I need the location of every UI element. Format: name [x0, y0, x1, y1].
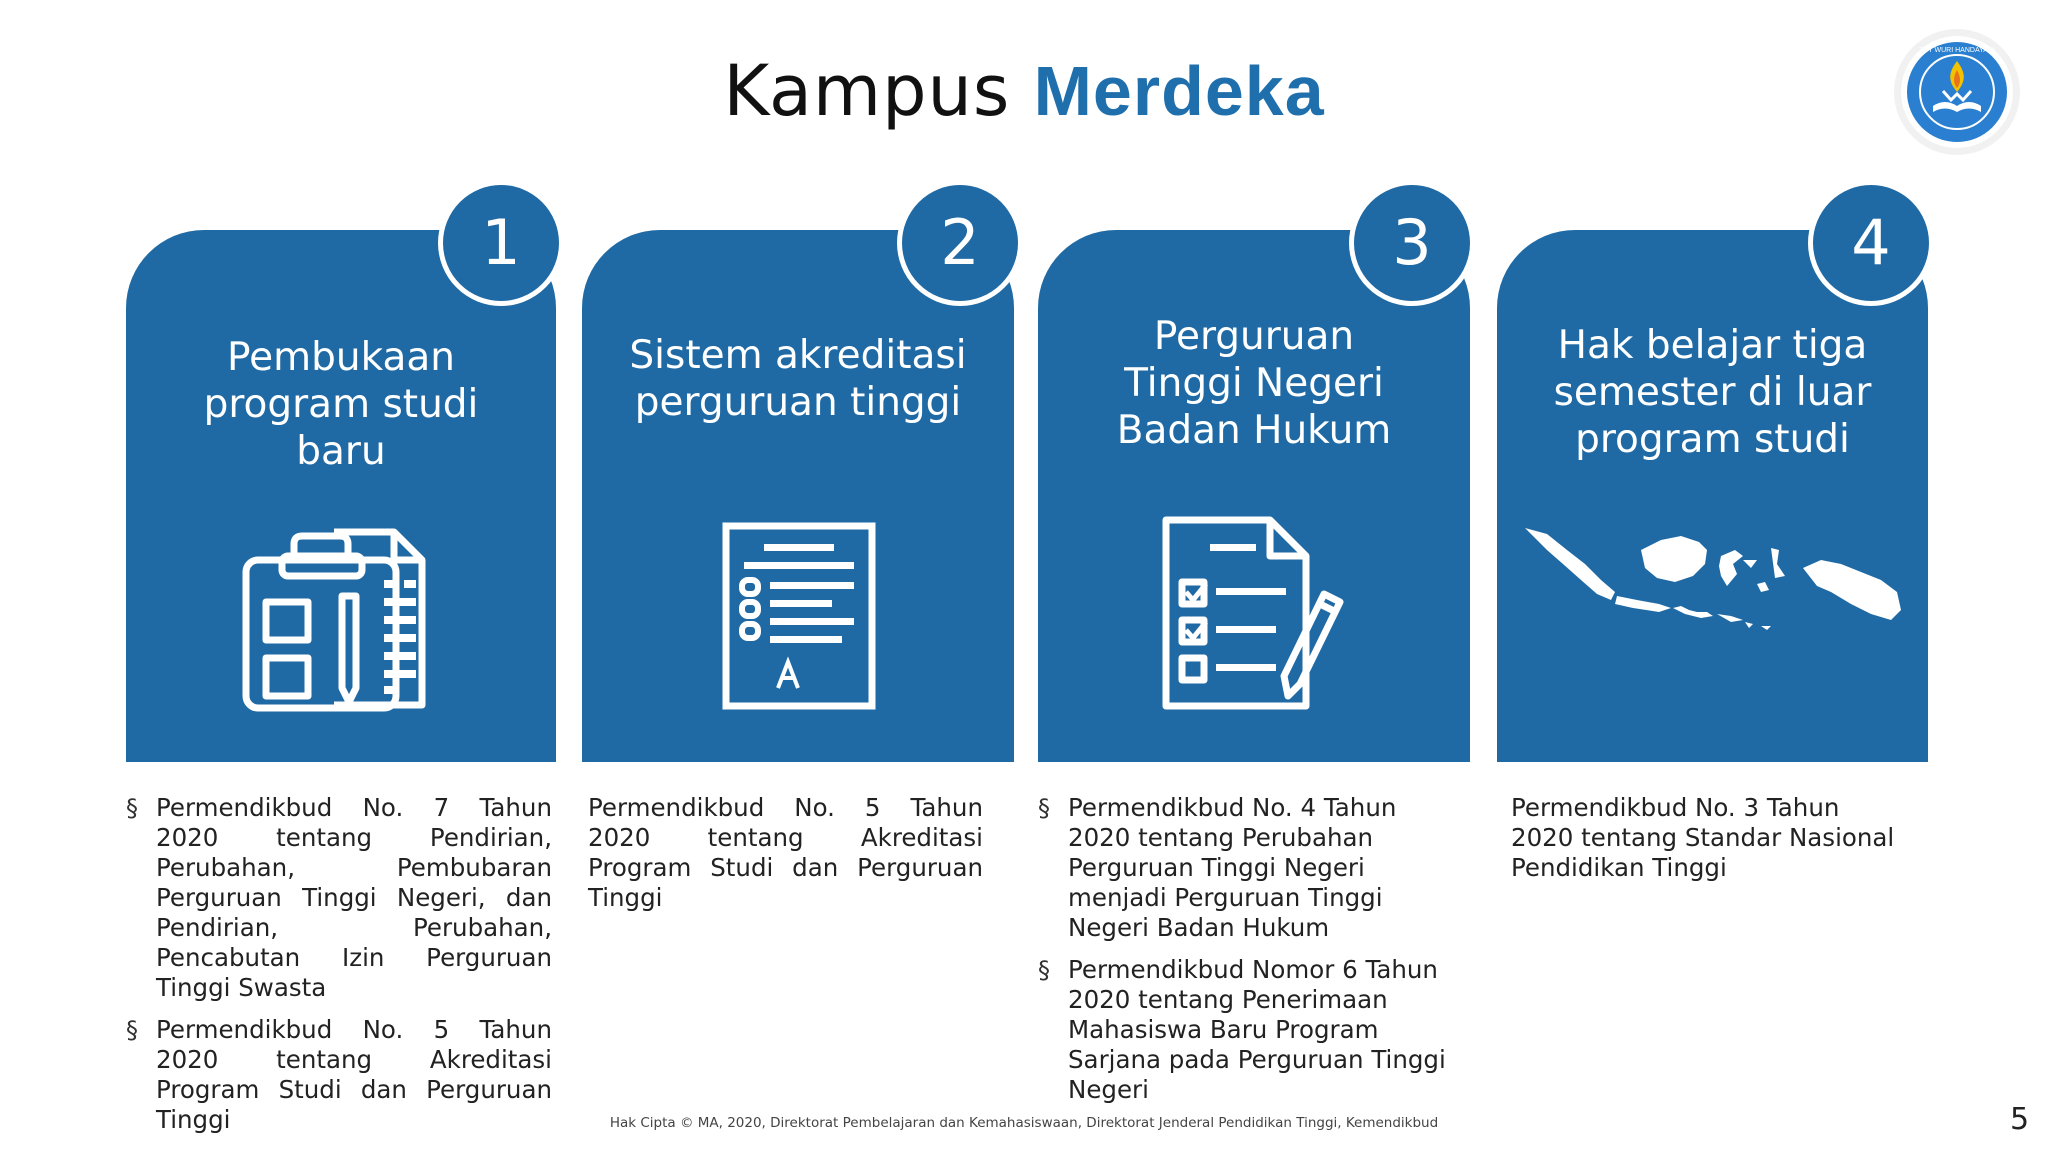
reference-item: § Permendikbud Nomor 6 Tahun 2020 tentang Penerimaan Mahasiswa Baru Program Sarjana pada Perguruan Tinggi Negeri [1038, 955, 1446, 1104]
refs-column-1 [126, 793, 552, 1147]
section-bullet-icon: § [1038, 956, 1050, 984]
graded-document-icon [720, 520, 878, 712]
reference-item: § Permendikbud No. 4 Tahun 2020 tentang Perubahan Perguruan Tinggi Negeri menjadi Perguruan Tinggi Negeri Badan Hukum [1038, 793, 1397, 942]
copyright-footer: Hak Cipta © MA, 2020, Direktorat Pembelajaran dan Kemahasiswaan, Direktorat Jenderal Pendidikan Tinggi, Kemendikbud [609, 1115, 1439, 1131]
refs-column-2 [588, 793, 983, 925]
card-3 [1038, 230, 1470, 762]
card-1-number: 1 [438, 180, 564, 306]
card-2 [582, 230, 1014, 762]
reference-item: Permendikbud No. 3 Tahun 2020 tentang Standar Nasional Pendidikan Tinggi [1511, 793, 1895, 882]
card-4-title: Hak belajar tiga semester di luar program studi [1553, 323, 1872, 462]
indonesia-map-icon [1521, 520, 1907, 650]
reference-item: § Permendikbud No. 7 Tahun 2020 tentang Pendirian, Perubahan, Pembubaran Perguruan Tinggi Negeri, dan Pendirian, Perubahan, Pencabutan Izin Perguruan Tinggi Swasta [126, 793, 552, 1002]
title-bold: Merdeka [1033, 52, 1325, 130]
card-2-title: Sistem akreditasi perguruan tinggi [629, 333, 967, 425]
logo-text: TUT WURI HANDAYANI [1919, 47, 1995, 54]
reference-item: Permendikbud No. 5 Tahun 2020 tentang Akreditasi Program Studi dan Perguruan Tinggi [588, 793, 983, 912]
card-2-number: 2 [897, 180, 1023, 306]
section-bullet-icon: § [126, 794, 138, 822]
card-3-number: 3 [1349, 180, 1475, 306]
card-1 [126, 230, 556, 762]
title-plain: Kampus [723, 50, 1011, 132]
slide-title [0, 50, 2048, 132]
clipboard-documents-icon [234, 520, 444, 720]
card-3-title: Perguruan Tinggi Negeri Badan Hukum [1116, 314, 1392, 453]
refs-column-4 [1511, 793, 1907, 895]
section-bullet-icon: § [1038, 794, 1050, 822]
tut-wuri-handayani-logo [1893, 28, 2021, 156]
card-4-number: 4 [1808, 180, 1934, 306]
card-1-title: Pembukaan program studi baru [203, 335, 479, 474]
refs-column-3 [1038, 793, 1464, 1117]
card-4 [1497, 230, 1928, 762]
checklist-pencil-icon [1160, 514, 1360, 714]
reference-item: § Permendikbud No. 5 Tahun 2020 tentang Akreditasi Program Studi dan Perguruan Tinggi [126, 1015, 552, 1134]
section-bullet-icon: § [126, 1016, 138, 1044]
page-number: 5 [2010, 1102, 2030, 1137]
